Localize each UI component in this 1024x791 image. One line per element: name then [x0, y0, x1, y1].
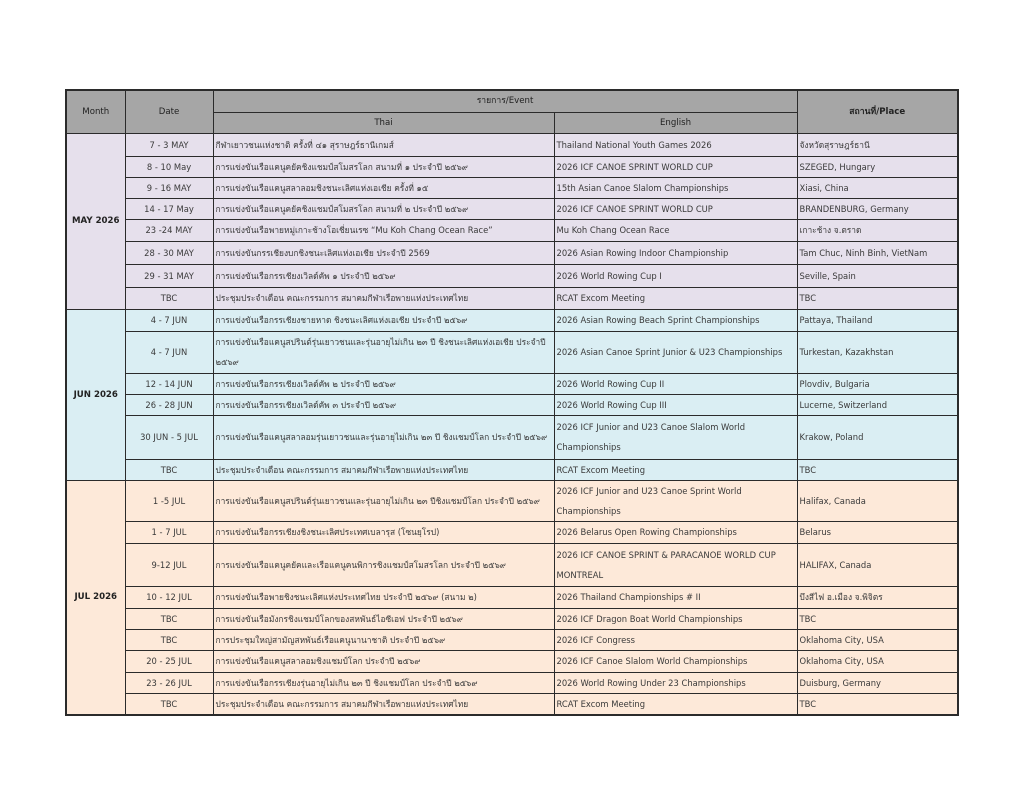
place-cell: Tam Chuc, Ninh Binh, VietNam	[797, 241, 958, 264]
date-cell: TBC	[125, 629, 213, 650]
english-event-cell: RCAT Excom Meeting	[554, 459, 797, 480]
place-cell: Krakow, Poland	[797, 415, 958, 459]
place-cell: Belarus	[797, 521, 958, 543]
place-cell: บึงสีไฟ อ.เมือง จ.พิจิตร	[797, 586, 958, 608]
thai-event-cell: การแข่งขันเรือแคนูสลาลอมชิงแชมป์โลก ประจำปี ๒๕๖๙	[213, 650, 554, 672]
english-event-cell: 2026 ICF CANOE SPRINT WORLD CUP	[554, 198, 797, 219]
english-event-cell: 2026 World Rowing Cup I	[554, 264, 797, 287]
thai-event-cell: การแข่งขันเรือแคนูสปรินต์รุ่นเยาวชนและรุ่นอายุไม่เกิน ๒๓ ปี ชิงชนะเลิศแห่งเอเชีย ประจำปี ๒๕๖๙	[213, 331, 554, 373]
english-event-cell: 2026 World Rowing Cup II	[554, 373, 797, 394]
date-cell: 30 JUN - 5 JUL	[125, 415, 213, 459]
table-row	[66, 156, 958, 177]
table-row	[66, 373, 958, 394]
date-cell: 29 - 31 MAY	[125, 264, 213, 287]
thai-event-cell: ประชุมประจำเดือน คณะกรรมการ สมาคมกีฬาเรือพายแห่งประเทศไทย	[213, 287, 554, 309]
table-row	[66, 459, 958, 480]
date-cell: 10 - 12 JUL	[125, 586, 213, 608]
table-row	[66, 650, 958, 672]
thai-event-cell: การแข่งขันเรือกรรเชียงเวิลด์คัพ ๒ ประจำปี ๒๕๖๙	[213, 373, 554, 394]
place-cell: Plovdiv, Bulgaria	[797, 373, 958, 394]
table-row	[66, 415, 958, 459]
table-row	[66, 133, 958, 156]
english-event-cell: RCAT Excom Meeting	[554, 693, 797, 715]
english-event-cell: 2026 Asian Rowing Indoor Championship	[554, 241, 797, 264]
place-cell: TBC	[797, 287, 958, 309]
header-thai: Thai	[213, 112, 554, 133]
table-row	[66, 264, 958, 287]
thai-event-cell: การประชุมใหญ่สามัญสหพันธ์เรือแคนูนานาชาติ ประจำปี ๒๕๖๙	[213, 629, 554, 650]
date-cell: TBC	[125, 608, 213, 629]
place-cell: Pattaya, Thailand	[797, 309, 958, 331]
month-cell: MAY 2026	[66, 133, 125, 309]
table-row	[66, 287, 958, 309]
english-event-cell: 2026 Thailand Championships # II	[554, 586, 797, 608]
date-cell: 1 - 7 JUL	[125, 521, 213, 543]
date-cell: 4 - 7 JUN	[125, 309, 213, 331]
english-event-cell: Thailand National Youth Games 2026	[554, 133, 797, 156]
place-cell: Turkestan, Kazakhstan	[797, 331, 958, 373]
date-cell: TBC	[125, 287, 213, 309]
table-row	[66, 521, 958, 543]
table-row	[66, 629, 958, 650]
date-cell: 23 - 26 JUL	[125, 672, 213, 693]
place-cell: TBC	[797, 693, 958, 715]
date-cell: 7 - 3 MAY	[125, 133, 213, 156]
thai-event-cell: การแข่งขันเรือพายชิงชนะเลิศแห่งประเทศไทย ประจำปี ๒๕๖๙ (สนาม ๒)	[213, 586, 554, 608]
english-event-cell: 2026 ICF Dragon Boat World Championships	[554, 608, 797, 629]
header-date: Date	[125, 90, 213, 133]
english-event-cell: RCAT Excom Meeting	[554, 287, 797, 309]
thai-event-cell: การแข่งขันเรือแคนูสลาลอมรุ่นเยาวชนและรุ่นอายุไม่เกิน ๒๓ ปี ชิงแชมป์โลก ประจำปี ๒๕๖๙	[213, 415, 554, 459]
thai-event-cell: การแข่งขันเรือแคนูสปรินต์รุ่นเยาวชนและรุ่นอายุไม่เกิน ๒๓ ปีชิงแชมป์โลก ประจำปี ๒๕๖๙	[213, 480, 554, 521]
place-cell: Oklahoma City, USA	[797, 650, 958, 672]
date-cell: 4 - 7 JUN	[125, 331, 213, 373]
table-row	[66, 586, 958, 608]
thai-event-cell: การแข่งขันเรือกรรเชียงชิงชนะเลิศประเทศเบลารุส (โซนยุโรป)	[213, 521, 554, 543]
thai-event-cell: การแข่งขันเรือแคนูคยัคชิงแชมป์สโมสรโลก สนามที่ ๑ ประจำปี ๒๕๖๙	[213, 156, 554, 177]
table-row	[66, 241, 958, 264]
table-row	[66, 177, 958, 198]
thai-event-cell: การแข่งขันเรือแคนูคยัคชิงแชมป์สโมสรโลก สนามที่ ๒ ประจำปี ๒๕๖๙	[213, 198, 554, 219]
place-cell: Oklahoma City, USA	[797, 629, 958, 650]
place-cell: Halifax, Canada	[797, 480, 958, 521]
date-cell: 26 - 28 JUN	[125, 394, 213, 415]
english-event-cell: 15th Asian Canoe Slalom Championships	[554, 177, 797, 198]
date-cell: TBC	[125, 693, 213, 715]
thai-event-cell: ประชุมประจำเดือน คณะกรรมการ สมาคมกีฬาเรือพายแห่งประเทศไทย	[213, 693, 554, 715]
thai-event-cell: การแข่งขันเรือกรรเชียงเวิลด์คัพ ๓ ประจำปี ๒๕๖๙	[213, 394, 554, 415]
place-cell: HALIFAX, Canada	[797, 543, 958, 586]
date-cell: 9 - 16 MAY	[125, 177, 213, 198]
event-schedule-table	[65, 89, 959, 716]
table-row	[66, 608, 958, 629]
place-cell: Seville, Spain	[797, 264, 958, 287]
thai-event-cell: การแข่งขันเรือมังกรชิงแชมป์โลกของสหพันธ์ไอซีเอฟ ประจำปี ๒๕๖๙	[213, 608, 554, 629]
place-cell: Xiasi, China	[797, 177, 958, 198]
header-event: รายการ/Event	[213, 90, 797, 112]
thai-event-cell: การแข่งขันกรรเชียงบกชิงชนะเลิศแห่งเอเชีย ประจำปี 2569	[213, 241, 554, 264]
header-month: Month	[66, 90, 125, 133]
date-cell: 12 - 14 JUN	[125, 373, 213, 394]
place-cell: SZEGED, Hungary	[797, 156, 958, 177]
english-event-cell: 2026 World Rowing Under 23 Championships	[554, 672, 797, 693]
date-cell: 23 -24 MAY	[125, 219, 213, 241]
header-english: English	[554, 112, 797, 133]
english-event-cell: 2026 Belarus Open Rowing Championships	[554, 521, 797, 543]
thai-event-cell: การแข่งขันเรือแคนูคยัคและเรือแคนูคนพิการชิงแชมป์สโมสรโลก ประจำปี ๒๕๖๙	[213, 543, 554, 586]
table-row	[66, 693, 958, 715]
english-event-cell: 2026 ICF CANOE SPRINT & PARACANOE WORLD CUP MONTREAL	[554, 543, 797, 586]
date-cell: 9-12 JUL	[125, 543, 213, 586]
date-cell: 8 - 10 May	[125, 156, 213, 177]
table-row	[66, 394, 958, 415]
month-cell: JUL 2026	[66, 480, 125, 715]
table-row	[66, 198, 958, 219]
place-cell: TBC	[797, 459, 958, 480]
place-cell: เกาะช้าง จ.ตราด	[797, 219, 958, 241]
thai-event-cell: การแข่งขันเรือกรรเชียงชายหาด ชิงชนะเลิศแห่งเอเชีย ประจำปี ๒๕๖๙	[213, 309, 554, 331]
thai-event-cell: การแข่งขันเรือกรรเชียงรุ่นอายุไม่เกิน ๒๓ ปี ชิงแชมป์โลก ประจำปี ๒๕๖๙	[213, 672, 554, 693]
place-cell: Lucerne, Switzerland	[797, 394, 958, 415]
english-event-cell: 2026 Asian Rowing Beach Sprint Championships	[554, 309, 797, 331]
schedule-body	[66, 133, 958, 715]
english-event-cell: Mu Koh Chang Ocean Race	[554, 219, 797, 241]
table-row	[66, 480, 958, 521]
date-cell: 1 -5 JUL	[125, 480, 213, 521]
place-cell: Duisburg, Germany	[797, 672, 958, 693]
table-row	[66, 672, 958, 693]
header-place: สถานที่/Place	[797, 90, 958, 133]
date-cell: 20 - 25 JUL	[125, 650, 213, 672]
thai-event-cell: การแข่งขันเรือกรรเชียงเวิลด์คัพ ๑ ประจำปี ๒๕๖๙	[213, 264, 554, 287]
date-cell: 28 - 30 MAY	[125, 241, 213, 264]
english-event-cell: 2026 ICF Junior and U23 Canoe Sprint World Championships	[554, 480, 797, 521]
place-cell: จังหวัดสุราษฎร์ธานี	[797, 133, 958, 156]
place-cell: BRANDENBURG, Germany	[797, 198, 958, 219]
english-event-cell: 2026 ICF Congress	[554, 629, 797, 650]
english-event-cell: 2026 World Rowing Cup III	[554, 394, 797, 415]
thai-event-cell: การแข่งขันเรือแคนูสลาลอมชิงชนะเลิศแห่งเอเชีย ครั้งที่ ๑๕	[213, 177, 554, 198]
english-event-cell: 2026 ICF CANOE SPRINT WORLD CUP	[554, 156, 797, 177]
table-row	[66, 543, 958, 586]
table-row	[66, 331, 958, 373]
date-cell: 14 - 17 May	[125, 198, 213, 219]
english-event-cell: 2026 Asian Canoe Sprint Junior & U23 Championships	[554, 331, 797, 373]
date-cell: TBC	[125, 459, 213, 480]
table-row	[66, 309, 958, 331]
english-event-cell: 2026 ICF Canoe Slalom World Championships	[554, 650, 797, 672]
place-cell: TBC	[797, 608, 958, 629]
thai-event-cell: กีฬาเยาวชนแห่งชาติ ครั้งที่ ๔๑ สุราษฎร์ธานีเกมส์	[213, 133, 554, 156]
thai-event-cell: การแข่งขันเรือพายหมู่เกาะช้างโอเชี่ยนเรซ “Mu Koh Chang Ocean Race”	[213, 219, 554, 241]
thai-event-cell: ประชุมประจำเดือน คณะกรรมการ สมาคมกีฬาเรือพายแห่งประเทศไทย	[213, 459, 554, 480]
english-event-cell: 2026 ICF Junior and U23 Canoe Slalom World Championships	[554, 415, 797, 459]
table-row	[66, 219, 958, 241]
month-cell: JUN 2026	[66, 309, 125, 480]
